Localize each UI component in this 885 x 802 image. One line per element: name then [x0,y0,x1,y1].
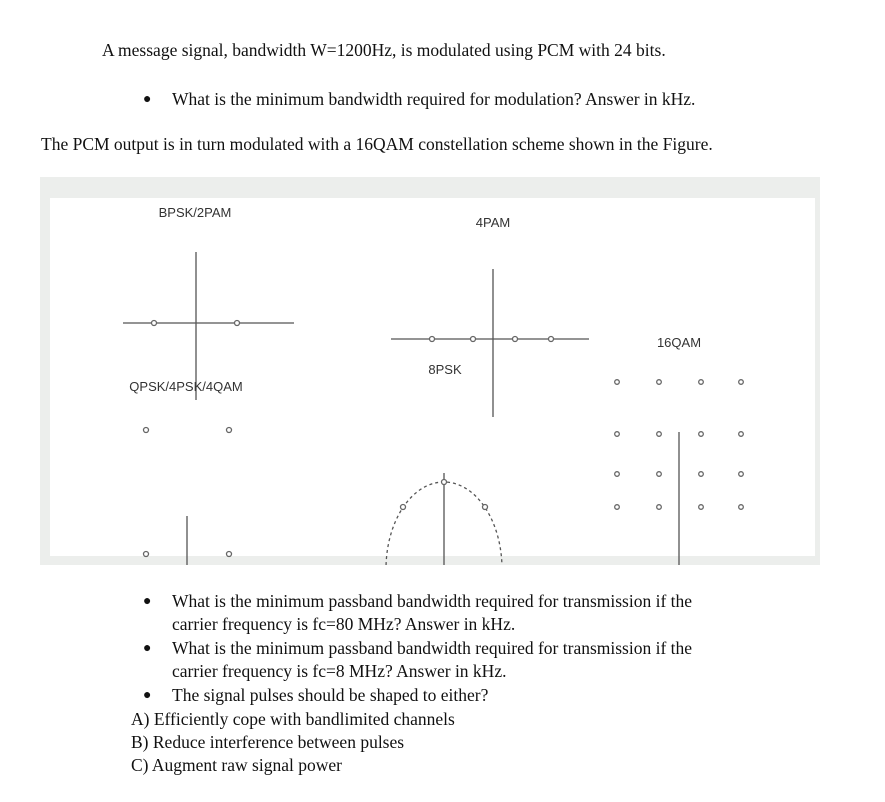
constellation-point [442,480,447,485]
constellation-point [227,428,232,433]
option-c: C) Augment raw signal power [131,755,342,775]
option-b: B) Reduce interference between pulses [131,732,405,752]
constellation-point [401,505,406,510]
question-2-line2: carrier frequency is fc=80 MHz? Answer in kHz. [172,614,516,634]
bullet: ● [143,594,152,609]
paragraph: The PCM output is in turn modulated with a 16QAM constellation scheme shown in the Figure. [41,134,713,154]
constellation-point [483,505,488,510]
constellation-point [513,337,518,342]
constellation-point [152,321,157,326]
bullet: ● [143,688,152,703]
constellation-point [144,428,149,433]
label-qpsk: QPSK/4PSK/4QAM [129,379,243,394]
constellation-point [471,337,476,342]
question-3-line1: What is the minimum passband bandwidth required for transmission if the [172,638,693,658]
question-4: The signal pulses should be shaped to either? [172,685,489,705]
question-3-line2: carrier frequency is fc=8 MHz? Answer in kHz. [172,661,507,681]
bullet: ● [143,641,152,656]
constellation-point [144,552,149,557]
intro-text: A message signal, bandwidth W=1200Hz, is modulated using PCM with 24 bits. [102,40,666,60]
question-1: What is the minimum bandwidth required for modulation? Answer in kHz. [172,89,696,109]
constellation-point [235,321,240,326]
bullet: ● [143,92,152,107]
constellation-point [549,337,554,342]
constellation-point [227,552,232,557]
constellation-point [430,337,435,342]
label-bpsk: BPSK/2PAM [158,205,232,220]
label-4pam: 4PAM [475,215,511,230]
question-2-line1: What is the minimum passband bandwidth required for transmission if the [172,591,693,611]
option-a: A) Efficiently cope with bandlimited channels [131,709,455,729]
label-16qam: 16QAM [656,335,702,350]
constellation-figure [40,177,820,565]
label-8psk: 8PSK [428,362,462,377]
